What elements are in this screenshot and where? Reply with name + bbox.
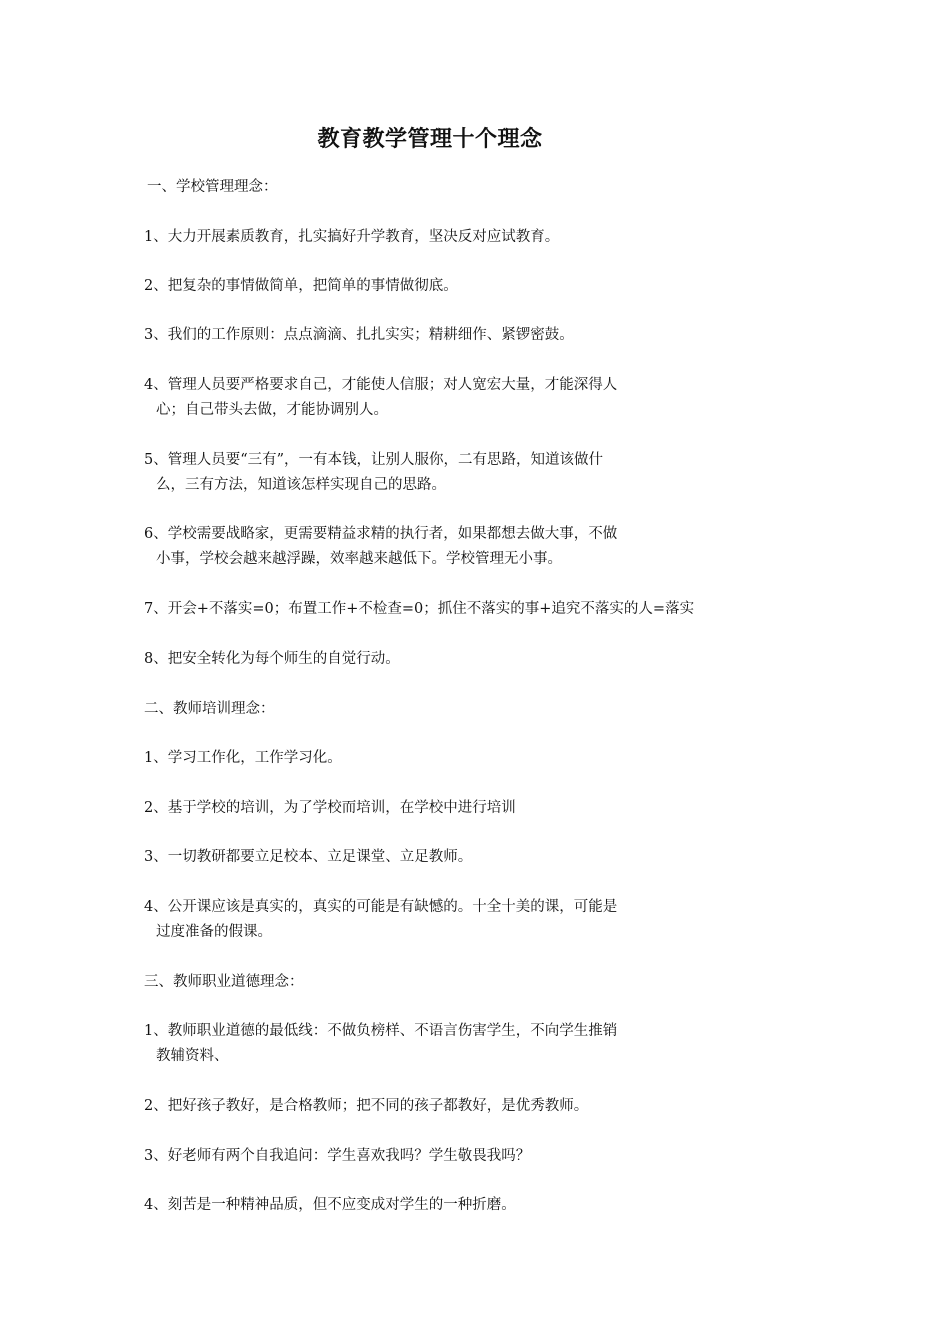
list-item-text: 8、把安全转化为每个师生的自觉行动。 [144,651,400,667]
list-item [144,522,764,572]
list-item [144,1193,764,1218]
list-item-continuation: 么，三有方法，知道该怎样实现自己的思路。 [156,477,446,493]
list-item [144,845,764,870]
list-item-text: 5、管理人员要“三有”，一有本钱，让别人服你，二有思路，知道该做什 [144,452,604,468]
list-item [144,746,764,771]
list-item [144,597,764,622]
section-heading: 一、学校管理理念： [147,179,278,195]
list-item-continuation: 小事，学校会越来越浮躁，效率越来越低下。学校管理无小事。 [156,551,562,567]
list-item [144,274,764,299]
list-item-text: 7、开会+不落实=0；布置工作+不检查=0；抓住不落实的事+追究不落实的人=落实 [144,601,695,617]
section-heading: 三、教师职业道德理念： [144,974,304,990]
list-item-text: 1、大力开展素质教育，扎实搞好升学教育，坚决反对应试教育。 [144,229,560,245]
list-item-text: 4、刻苦是一种精神品质，但不应变成对学生的一种折磨。 [144,1197,516,1213]
list-item [144,1094,764,1119]
list-item [144,647,764,672]
list-item-text: 1、学习工作化，工作学习化。 [144,750,342,766]
list-item-text: 4、管理人员要严格要求自己，才能使人信服；对人宽宏大量，才能深得人 [144,377,618,393]
section-heading: 二、教师培训理念： [144,701,275,717]
list-item [144,448,764,498]
list-item-text: 1、教师职业道德的最低线：不做负榜样、不语言伤害学生，不向学生推销 [144,1023,618,1039]
list-item-text: 4、公开课应该是真实的，真实的可能是有缺憾的。十全十美的课，可能是 [144,899,618,915]
list-item [144,323,764,348]
list-item [144,373,764,423]
list-item-text: 2、基于学校的培训，为了学校而培训，在学校中进行培训 [144,800,516,816]
list-item-text: 3、好老师有两个自我追问：学生喜欢我吗？学生敬畏我吗？ [144,1148,531,1164]
list-item-text: 3、一切教研都要立足校本、立足课堂、立足教师。 [144,849,473,865]
list-item-text: 2、把好孩子教好，是合格教师；把不同的孩子都教好，是优秀教师。 [144,1098,589,1114]
list-item-continuation: 心；自己带头去做，才能协调别人。 [156,402,388,418]
list-item [144,225,764,250]
list-item [144,1144,764,1169]
document-title: 教育教学管理十个理念 [317,126,543,152]
list-item [144,796,764,821]
list-item [144,895,764,945]
list-item-text: 6、学校需要战略家，更需要精益求精的执行者，如果都想去做大事，不做 [144,526,618,542]
list-item-continuation: 过度准备的假课。 [156,924,272,940]
list-item-text: 3、我们的工作原则：点点滴滴、扎扎实实；精耕细作、紧锣密鼓。 [144,327,574,343]
list-item [144,1019,764,1069]
list-item-text: 2、把复杂的事情做简单，把简单的事情做彻底。 [144,278,458,294]
list-item-continuation: 教辅资料、 [156,1048,229,1064]
